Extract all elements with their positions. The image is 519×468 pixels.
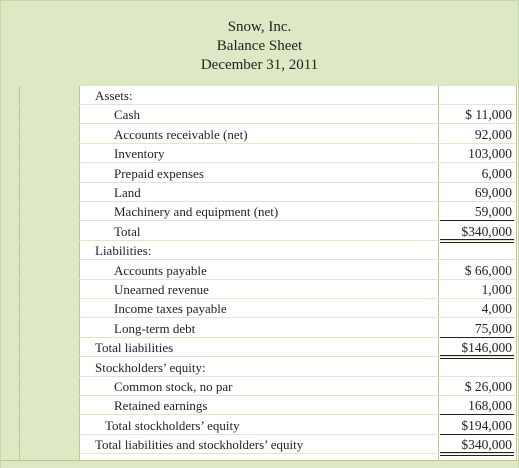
line-item-label: Assets: — [95, 88, 133, 103]
line-item-row — [1, 241, 518, 260]
line-item-label: Liabilities: — [95, 243, 152, 259]
statement-title: Balance Sheet — [216, 38, 303, 54]
line-item-amount: 92,000 — [474, 126, 512, 142]
line-item-amount: $ 11,000 — [465, 107, 512, 123]
line-item-label: Total liabilities — [95, 340, 174, 356]
line-item-row — [1, 202, 518, 221]
line-item-amount: $ 26,000 — [464, 379, 512, 394]
line-item-row — [1, 338, 518, 357]
line-item-row — [1, 358, 518, 377]
line-item-amount: 1,000 — [481, 282, 512, 297]
line-item-label: Stockholders’ equity: — [95, 359, 206, 375]
line-item-label: Total — [114, 223, 141, 239]
line-item-amount: 75,000 — [474, 320, 512, 336]
line-item-label: Accounts payable — [114, 262, 207, 278]
line-item-label: Inventory — [114, 146, 165, 162]
line-item-row — [1, 377, 518, 396]
line-item-label: Land — [114, 185, 141, 200]
line-item-amount: 168,000 — [468, 398, 512, 414]
line-item-amount: 4,000 — [481, 301, 512, 317]
line-item-row — [1, 86, 518, 105]
line-item-amount: 6,000 — [481, 165, 512, 181]
line-item-row — [1, 261, 518, 280]
line-item-amount: 59,000 — [474, 204, 512, 220]
line-item-label: Prepaid expenses — [114, 165, 204, 181]
line-item-amount: 69,000 — [474, 185, 512, 200]
line-item-label: Unearned revenue — [114, 282, 209, 297]
statement-header — [1, 1, 518, 86]
line-item-amount: 103,000 — [468, 146, 512, 162]
line-item-label: Machinery and equipment (net) — [114, 204, 279, 220]
line-item-label: Common stock, no par — [114, 379, 233, 394]
line-item-row — [1, 183, 518, 202]
line-item-amount: $194,000 — [461, 417, 512, 433]
double-underline — [440, 452, 514, 456]
line-item-amount: $340,000 — [461, 223, 512, 239]
statement-date: December 31, 2011 — [200, 57, 319, 73]
line-item-amount: $ 66,000 — [464, 262, 512, 278]
line-item-label: Cash — [114, 107, 140, 123]
company-name: Snow, Inc. — [227, 19, 292, 35]
line-item-label: Retained earnings — [114, 398, 208, 414]
line-item-row — [1, 222, 518, 241]
line-item-row — [1, 435, 518, 454]
line-item-row — [1, 319, 518, 338]
line-item-row — [1, 299, 518, 318]
line-item-row — [1, 280, 518, 299]
line-item-label: Total stockholders’ equity — [105, 417, 240, 433]
line-item-row — [1, 144, 518, 163]
line-item-row — [1, 416, 518, 435]
line-item-amount: $340,000 — [461, 437, 512, 453]
line-item-row — [1, 164, 518, 183]
bottom-strip — [1, 460, 518, 468]
line-item-row — [1, 125, 518, 144]
line-item-row — [1, 396, 518, 415]
line-item-label: Income taxes payable — [114, 301, 227, 317]
line-item-label: Accounts receivable (net) — [114, 126, 248, 142]
line-item-label: Long-term debt — [114, 320, 196, 336]
line-item-label: Total liabilities and stockholders’ equity — [95, 437, 304, 453]
line-item-row — [1, 105, 518, 124]
line-item-amount: $146,000 — [461, 340, 512, 356]
